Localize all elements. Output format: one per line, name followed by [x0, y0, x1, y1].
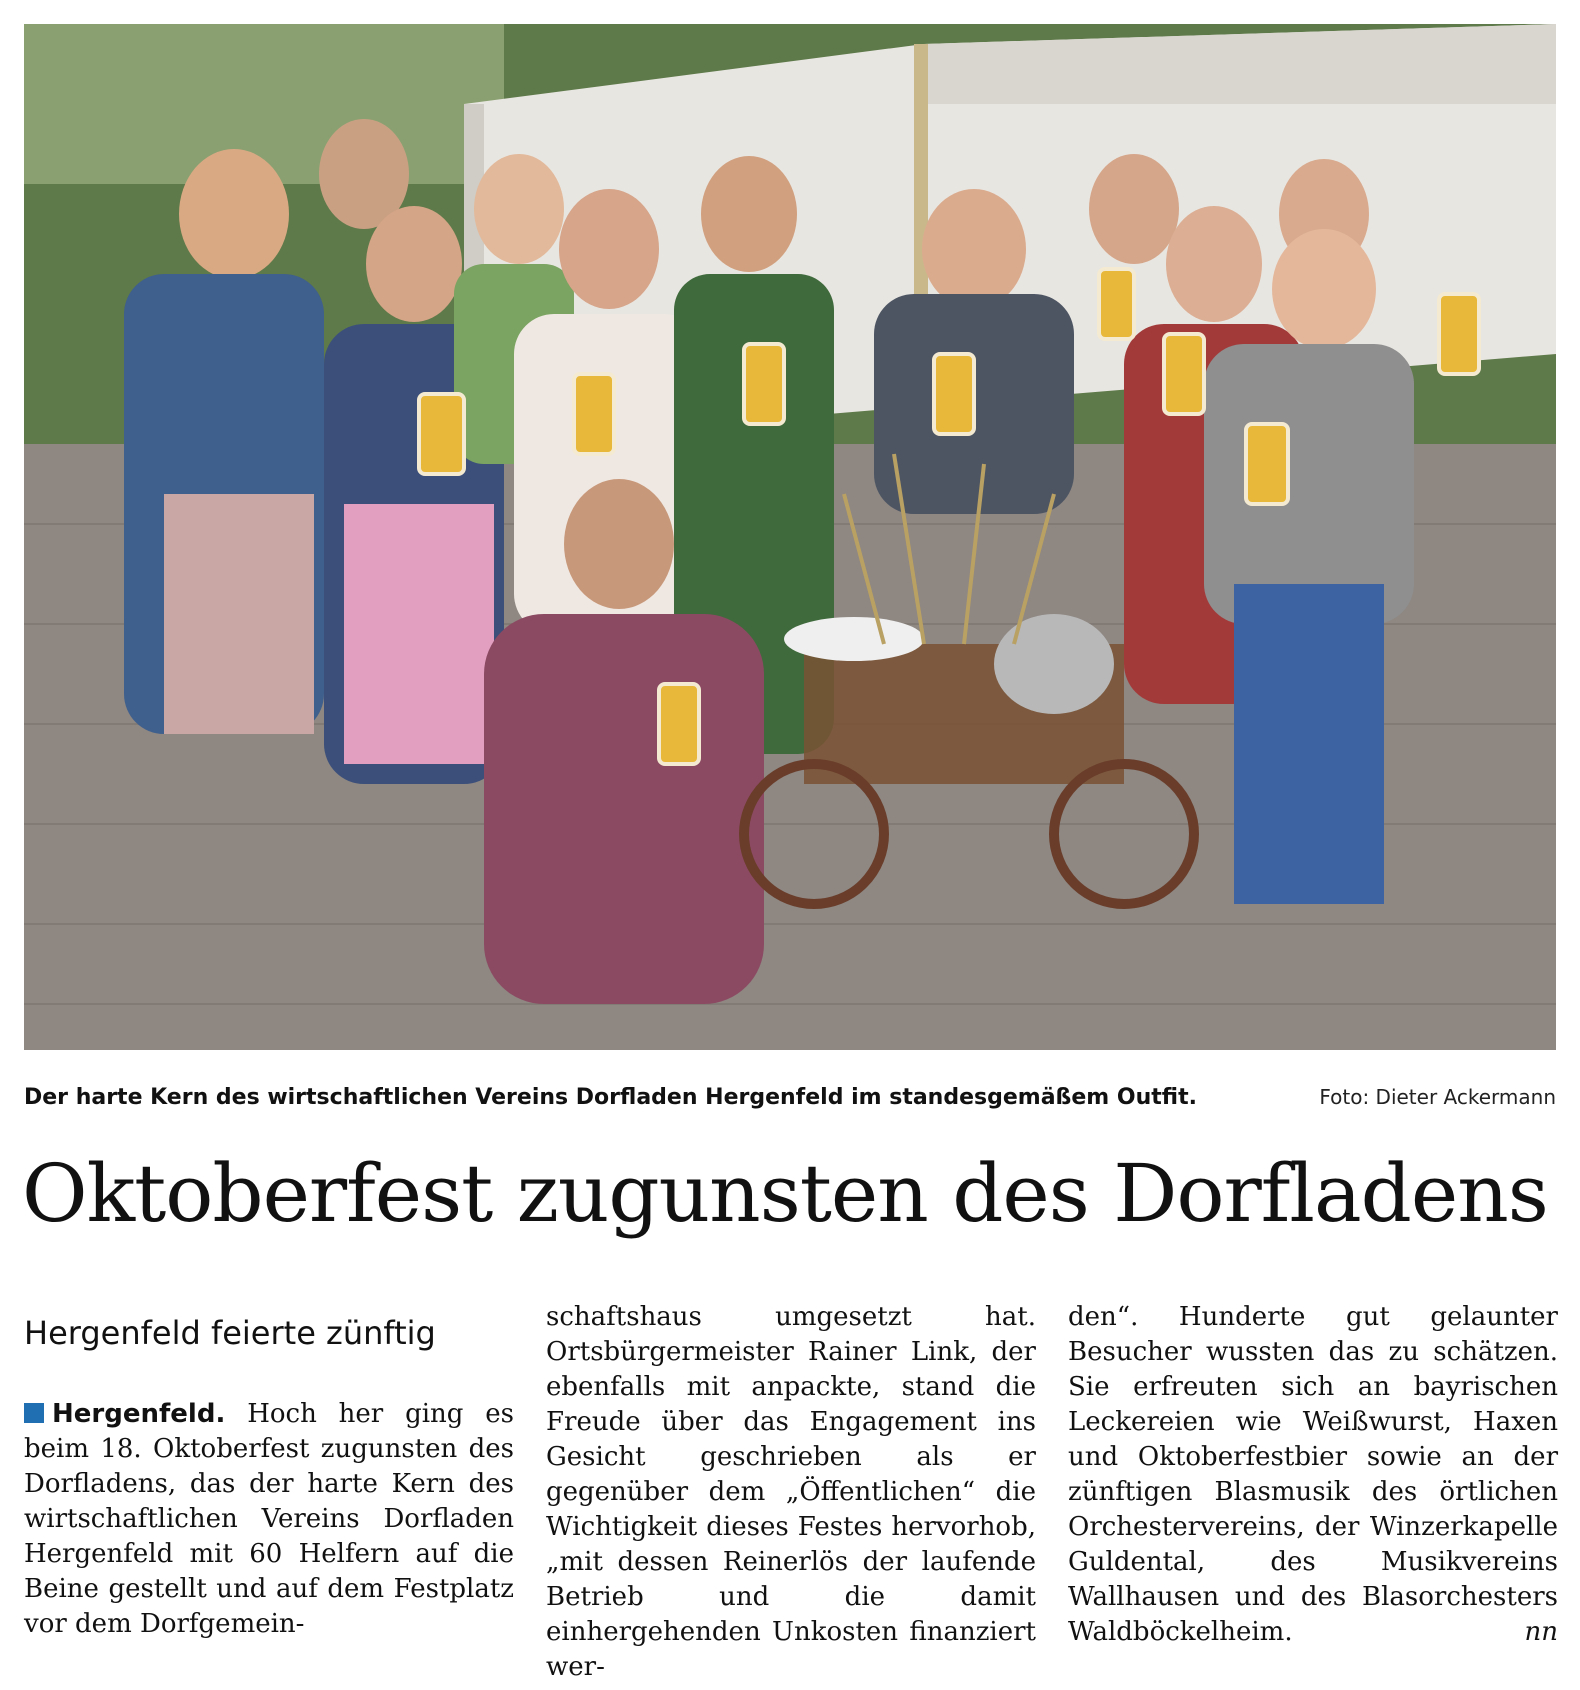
dateline-marker-icon — [24, 1403, 44, 1423]
article-paragraph-3 — [1068, 1300, 1558, 1650]
article-col2-text: schaftshaus umgesetzt hat. Ortsbürgermeister Rainer Link, der ebenfalls mit anpackte, stand die Freude über das Engagement ins Gesicht geschrieben als er gegenüber dem „Öffentlichen“ die Wichtigkeit dieses Festes hervorhob, „mit dessen Reinerlös der laufende Betrieb und die damit einhergehenden Unkosten finanziert wer- — [546, 1302, 1036, 1682]
article-subheadline: Hergenfeld feierte zünftig — [24, 1314, 436, 1352]
article-paragraph-1 — [24, 1397, 514, 1642]
article-headline: Oktoberfest zugunsten des Dorfladens — [22, 1147, 1548, 1240]
article-column-2 — [546, 1300, 1036, 1685]
article-col3-text: den“. Hunderte gut gelaunter Besucher wussten das zu schätzen. Sie erfreuten sich an bayrischen Leckereien wie Weißwurst, Haxen und Oktoberfestbier sowie an der zünftigen Blasmusik des örtlichen Orchestervereins, der Winzerkapelle Guldental, des Musikvereins Wallhausen und des Blasorchesters Waldböckelheim. — [1068, 1302, 1558, 1647]
photo-caption-row — [24, 1085, 1556, 1125]
photo-credit: Foto: Dieter Ackermann — [1319, 1085, 1556, 1109]
article-col1-text: Hoch her ging es beim 18. Oktoberfest zugunsten des Dorfladens, das der harte Kern des wirtschaftlichen Vereins Dorfladen Hergenfeld mit 60 Helfern auf die Beine gestellt und auf dem Festplatz vor dem Dorfgemein- — [24, 1399, 514, 1639]
photo-caption: Der harte Kern des wirtschaftlichen Vereins Dorfladen Hergenfeld im standesgemäßem Outfit. — [24, 1085, 1197, 1110]
author-signature: nn — [1524, 1617, 1558, 1647]
article-column-3 — [1068, 1300, 1558, 1650]
article-photo — [24, 24, 1556, 1050]
article-column-1 — [24, 1295, 514, 1642]
group-photo-illustration — [24, 24, 1556, 1050]
article-dateline: Hergenfeld. — [52, 1399, 226, 1429]
